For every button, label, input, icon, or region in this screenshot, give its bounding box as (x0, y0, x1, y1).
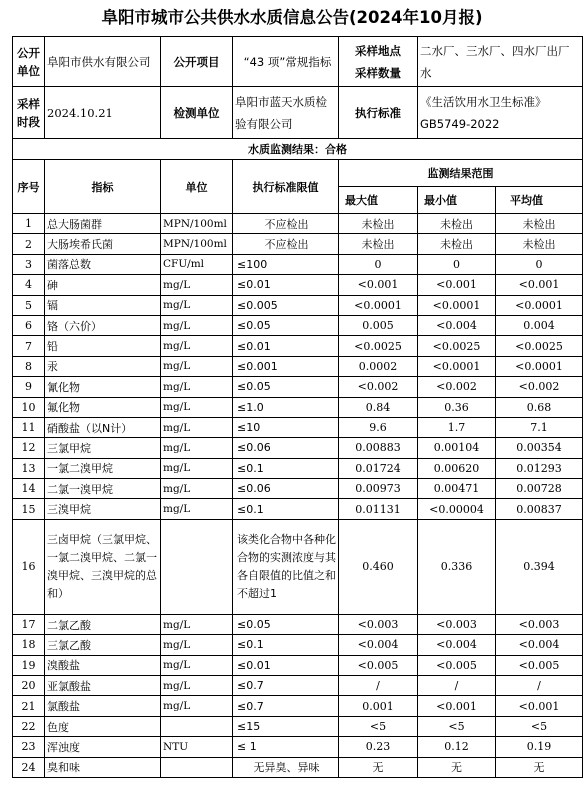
row-indicator: 色度 (45, 716, 161, 736)
test-label: 检测单位 (161, 87, 233, 139)
row-unit: mg/L (161, 356, 233, 376)
table-row (13, 254, 583, 274)
row-max: <0.003 (339, 614, 418, 634)
row-avg: 0.00728 (496, 479, 583, 499)
row-no: 10 (13, 397, 45, 417)
row-unit: mg/L (161, 315, 233, 335)
row-limit: 无异臭、异味 (233, 757, 339, 777)
row-min: 未检出 (418, 214, 496, 234)
row-indicator: 氯酸盐 (45, 696, 161, 716)
time-label: 采样时段 (13, 87, 45, 139)
row-no: 12 (13, 438, 45, 458)
row-min: 0.36 (418, 397, 496, 417)
row-min: <0.002 (418, 377, 496, 397)
row-limit: ≤0.001 (233, 356, 339, 376)
row-max: 0.001 (339, 696, 418, 716)
row-min: <5 (418, 716, 496, 736)
row-limit: ≤0.01 (233, 275, 339, 295)
result-line: 水质监测结果：合格 (13, 139, 583, 160)
row-limit: ≤100 (233, 254, 339, 274)
row-indicator: 总大肠菌群 (45, 214, 161, 234)
row-indicator: 一氯二溴甲烷 (45, 458, 161, 478)
row-avg: <0.0001 (496, 295, 583, 315)
table-row (13, 635, 583, 655)
row-no: 21 (13, 696, 45, 716)
row-no: 11 (13, 417, 45, 437)
row-max: 0.01724 (339, 458, 418, 478)
sample-qty-label: 采样数量 (355, 65, 401, 80)
row-limit: ≤0.7 (233, 696, 339, 716)
row-min: <0.0025 (418, 336, 496, 356)
row-max: 0.23 (339, 737, 418, 757)
row-min: 0.12 (418, 737, 496, 757)
row-no: 3 (13, 254, 45, 274)
row-unit: mg/L (161, 635, 233, 655)
row-indicator: 三卤甲烷（三氯甲烷、一氯二溴甲烷、二氯一溴甲烷、三溴甲烷的总和） (45, 519, 161, 614)
row-no: 1 (13, 214, 45, 234)
item-label: 公开项目 (161, 37, 233, 87)
row-max: 未检出 (339, 214, 418, 234)
unit-value: 阜阳市供水有限公司 (45, 37, 161, 87)
row-indicator: 菌落总数 (45, 254, 161, 274)
row-indicator: 大肠埃希氏菌 (45, 234, 161, 254)
row-min: 0 (418, 254, 496, 274)
page-title: 阜阳市城市公共供水水质信息公告(2024年10月报) (101, 8, 483, 27)
row-limit: ≤15 (233, 716, 339, 736)
result-row (13, 139, 583, 160)
row-indicator: 二氯乙酸 (45, 614, 161, 634)
row-no: 17 (13, 614, 45, 634)
table-row (13, 214, 583, 234)
row-max: 0.0002 (339, 356, 418, 376)
row-min: 未检出 (418, 234, 496, 254)
row-avg: 未检出 (496, 234, 583, 254)
info-row-2 (13, 87, 583, 139)
table-row (13, 295, 583, 315)
row-limit: ≤0.005 (233, 295, 339, 315)
row-limit: 不应检出 (233, 234, 339, 254)
row-limit: ≤0.1 (233, 458, 339, 478)
header-no: 序号 (13, 160, 45, 214)
row-min: <0.001 (418, 696, 496, 716)
row-avg: <0.0025 (496, 336, 583, 356)
row-no: 23 (13, 737, 45, 757)
row-avg: 0 (496, 254, 583, 274)
row-unit: mg/L (161, 499, 233, 519)
row-avg: 未检出 (496, 214, 583, 234)
table-row (13, 614, 583, 634)
row-limit: ≤0.05 (233, 614, 339, 634)
row-avg: 0.68 (496, 397, 583, 417)
row-indicator: 汞 (45, 356, 161, 376)
row-avg: 0.004 (496, 315, 583, 335)
row-unit: mg/L (161, 275, 233, 295)
table-row (13, 655, 583, 675)
row-indicator: 三溴甲烷 (45, 499, 161, 519)
row-unit: NTU (161, 737, 233, 757)
table-row (13, 716, 583, 736)
row-avg: <0.001 (496, 696, 583, 716)
row-limit: ≤10 (233, 417, 339, 437)
row-min: <0.001 (418, 275, 496, 295)
row-max: / (339, 676, 418, 696)
header-min: 最小值 (418, 187, 496, 214)
table-row (13, 438, 583, 458)
row-indicator: 砷 (45, 275, 161, 295)
row-avg: <0.002 (496, 377, 583, 397)
standard-label: 执行标准 (339, 87, 418, 139)
row-no: 24 (13, 757, 45, 777)
row-limit: ≤0.05 (233, 377, 339, 397)
table-row (13, 499, 583, 519)
row-indicator: 氟化物 (45, 397, 161, 417)
row-min: 0.00471 (418, 479, 496, 499)
row-limit: ≤1.0 (233, 397, 339, 417)
row-max: <0.004 (339, 635, 418, 655)
row-avg: 7.1 (496, 417, 583, 437)
row-no: 19 (13, 655, 45, 675)
table-row (13, 275, 583, 295)
row-avg: <0.005 (496, 655, 583, 675)
row-unit: MPN/100ml (161, 214, 233, 234)
table-row (13, 458, 583, 478)
row-min: 无 (418, 757, 496, 777)
table-row (13, 234, 583, 254)
row-no: 14 (13, 479, 45, 499)
row-max: 0.01131 (339, 499, 418, 519)
row-avg: 0.00837 (496, 499, 583, 519)
row-max: <0.005 (339, 655, 418, 675)
row-no: 8 (13, 356, 45, 376)
row-min: 0.00104 (418, 438, 496, 458)
row-no: 6 (13, 315, 45, 335)
row-indicator: 三氯甲烷 (45, 438, 161, 458)
row-min: / (418, 676, 496, 696)
water-quality-table (12, 36, 583, 778)
info-row-1 (13, 37, 583, 87)
row-min: 0.336 (418, 519, 496, 614)
row-limit: ≤0.06 (233, 438, 339, 458)
table-row (13, 519, 583, 614)
row-avg: 无 (496, 757, 583, 777)
header-unit: 单位 (161, 160, 233, 214)
time-value: 2024.10.21 (45, 87, 161, 139)
table-row (13, 315, 583, 335)
unit-label: 公开单位 (13, 37, 45, 87)
row-limit: 该类化合物中各种化合物的实测浓度与其各自限值的比值之和不超过1 (233, 519, 339, 614)
row-unit: mg/L (161, 417, 233, 437)
row-limit: ≤0.01 (233, 336, 339, 356)
row-indicator: 硝酸盐（以N计） (45, 417, 161, 437)
row-limit: ≤0.7 (233, 676, 339, 696)
header-range: 监测结果范围 (339, 160, 583, 187)
row-max: <0.001 (339, 275, 418, 295)
row-min: <0.0001 (418, 295, 496, 315)
row-avg: 0.00354 (496, 438, 583, 458)
row-unit (161, 716, 233, 736)
row-unit: mg/L (161, 458, 233, 478)
row-unit: mg/L (161, 479, 233, 499)
row-avg: / (496, 676, 583, 696)
table-row (13, 479, 583, 499)
row-limit: 不应检出 (233, 214, 339, 234)
row-unit: MPN/100ml (161, 234, 233, 254)
table-row (13, 356, 583, 376)
table-row (13, 757, 583, 777)
row-indicator: 溴酸盐 (45, 655, 161, 675)
row-max: 0.460 (339, 519, 418, 614)
row-min: <0.003 (418, 614, 496, 634)
row-limit: ≤0.06 (233, 479, 339, 499)
row-max: 0.00973 (339, 479, 418, 499)
row-unit: mg/L (161, 614, 233, 634)
row-unit: mg/L (161, 377, 233, 397)
row-unit (161, 519, 233, 614)
row-no: 7 (13, 336, 45, 356)
row-no: 5 (13, 295, 45, 315)
table-row (13, 696, 583, 716)
row-max: 未检出 (339, 234, 418, 254)
row-unit: mg/L (161, 676, 233, 696)
row-no: 2 (13, 234, 45, 254)
row-indicator: 二氯一溴甲烷 (45, 479, 161, 499)
row-unit: mg/L (161, 397, 233, 417)
row-indicator: 氰化物 (45, 377, 161, 397)
row-avg: <0.003 (496, 614, 583, 634)
row-avg: <0.0001 (496, 356, 583, 376)
row-indicator: 亚氯酸盐 (45, 676, 161, 696)
row-min: <0.004 (418, 635, 496, 655)
row-indicator: 臭和味 (45, 757, 161, 777)
row-no: 20 (13, 676, 45, 696)
row-max: 9.6 (339, 417, 418, 437)
row-unit: mg/L (161, 295, 233, 315)
row-limit: ≤0.1 (233, 635, 339, 655)
row-limit: ≤ 1 (233, 737, 339, 757)
row-min: <0.005 (418, 655, 496, 675)
row-max: 0.005 (339, 315, 418, 335)
test-value: 阜阳市蓝天水质检验有限公司 (233, 87, 339, 139)
row-max: <0.002 (339, 377, 418, 397)
table-row (13, 397, 583, 417)
table-row (13, 737, 583, 757)
header-indicator: 指标 (45, 160, 161, 214)
header-limit: 执行标准限值 (233, 160, 339, 214)
row-avg: 0.19 (496, 737, 583, 757)
row-unit: mg/L (161, 336, 233, 356)
header-max: 最大值 (339, 187, 418, 214)
row-min: <0.004 (418, 315, 496, 335)
sample-labels (339, 37, 418, 87)
row-no: 18 (13, 635, 45, 655)
row-indicator: 镉 (45, 295, 161, 315)
standard-value: 《生活饮用水卫生标准》GB5749-2022 (418, 87, 583, 139)
row-no: 15 (13, 499, 45, 519)
row-min: 1.7 (418, 417, 496, 437)
row-avg: 0.394 (496, 519, 583, 614)
row-indicator: 三氯乙酸 (45, 635, 161, 655)
header-avg: 平均值 (496, 187, 583, 214)
row-max: <0.0001 (339, 295, 418, 315)
table-row (13, 377, 583, 397)
row-limit: ≤0.1 (233, 499, 339, 519)
row-no: 13 (13, 458, 45, 478)
row-avg: <0.001 (496, 275, 583, 295)
table-row (13, 676, 583, 696)
row-limit: ≤0.01 (233, 655, 339, 675)
row-min: 0.00620 (418, 458, 496, 478)
row-indicator: 浑浊度 (45, 737, 161, 757)
row-unit: mg/L (161, 696, 233, 716)
row-max: 0 (339, 254, 418, 274)
sample-site-label: 采样地点 (355, 43, 401, 58)
row-limit: ≤0.05 (233, 315, 339, 335)
sample-value: 二水厂、三水厂、四水厂出厂水 (418, 37, 583, 87)
item-value: “43 项”常规指标 (233, 37, 339, 87)
row-min: <0.00004 (418, 499, 496, 519)
row-no: 4 (13, 275, 45, 295)
row-max: 0.84 (339, 397, 418, 417)
row-unit (161, 757, 233, 777)
row-indicator: 铅 (45, 336, 161, 356)
row-no: 22 (13, 716, 45, 736)
row-unit: CFU/ml (161, 254, 233, 274)
row-indicator: 铬（六价） (45, 315, 161, 335)
row-unit: mg/L (161, 438, 233, 458)
row-avg: <5 (496, 716, 583, 736)
row-max: 无 (339, 757, 418, 777)
row-no: 16 (13, 519, 45, 614)
row-no: 9 (13, 377, 45, 397)
table-row (13, 336, 583, 356)
row-unit: mg/L (161, 655, 233, 675)
row-avg: <0.004 (496, 635, 583, 655)
row-max: 0.00883 (339, 438, 418, 458)
row-min: <0.0001 (418, 356, 496, 376)
table-row (13, 417, 583, 437)
row-max: <0.0025 (339, 336, 418, 356)
header-row-1 (13, 160, 583, 187)
row-max: <5 (339, 716, 418, 736)
row-avg: 0.01293 (496, 458, 583, 478)
